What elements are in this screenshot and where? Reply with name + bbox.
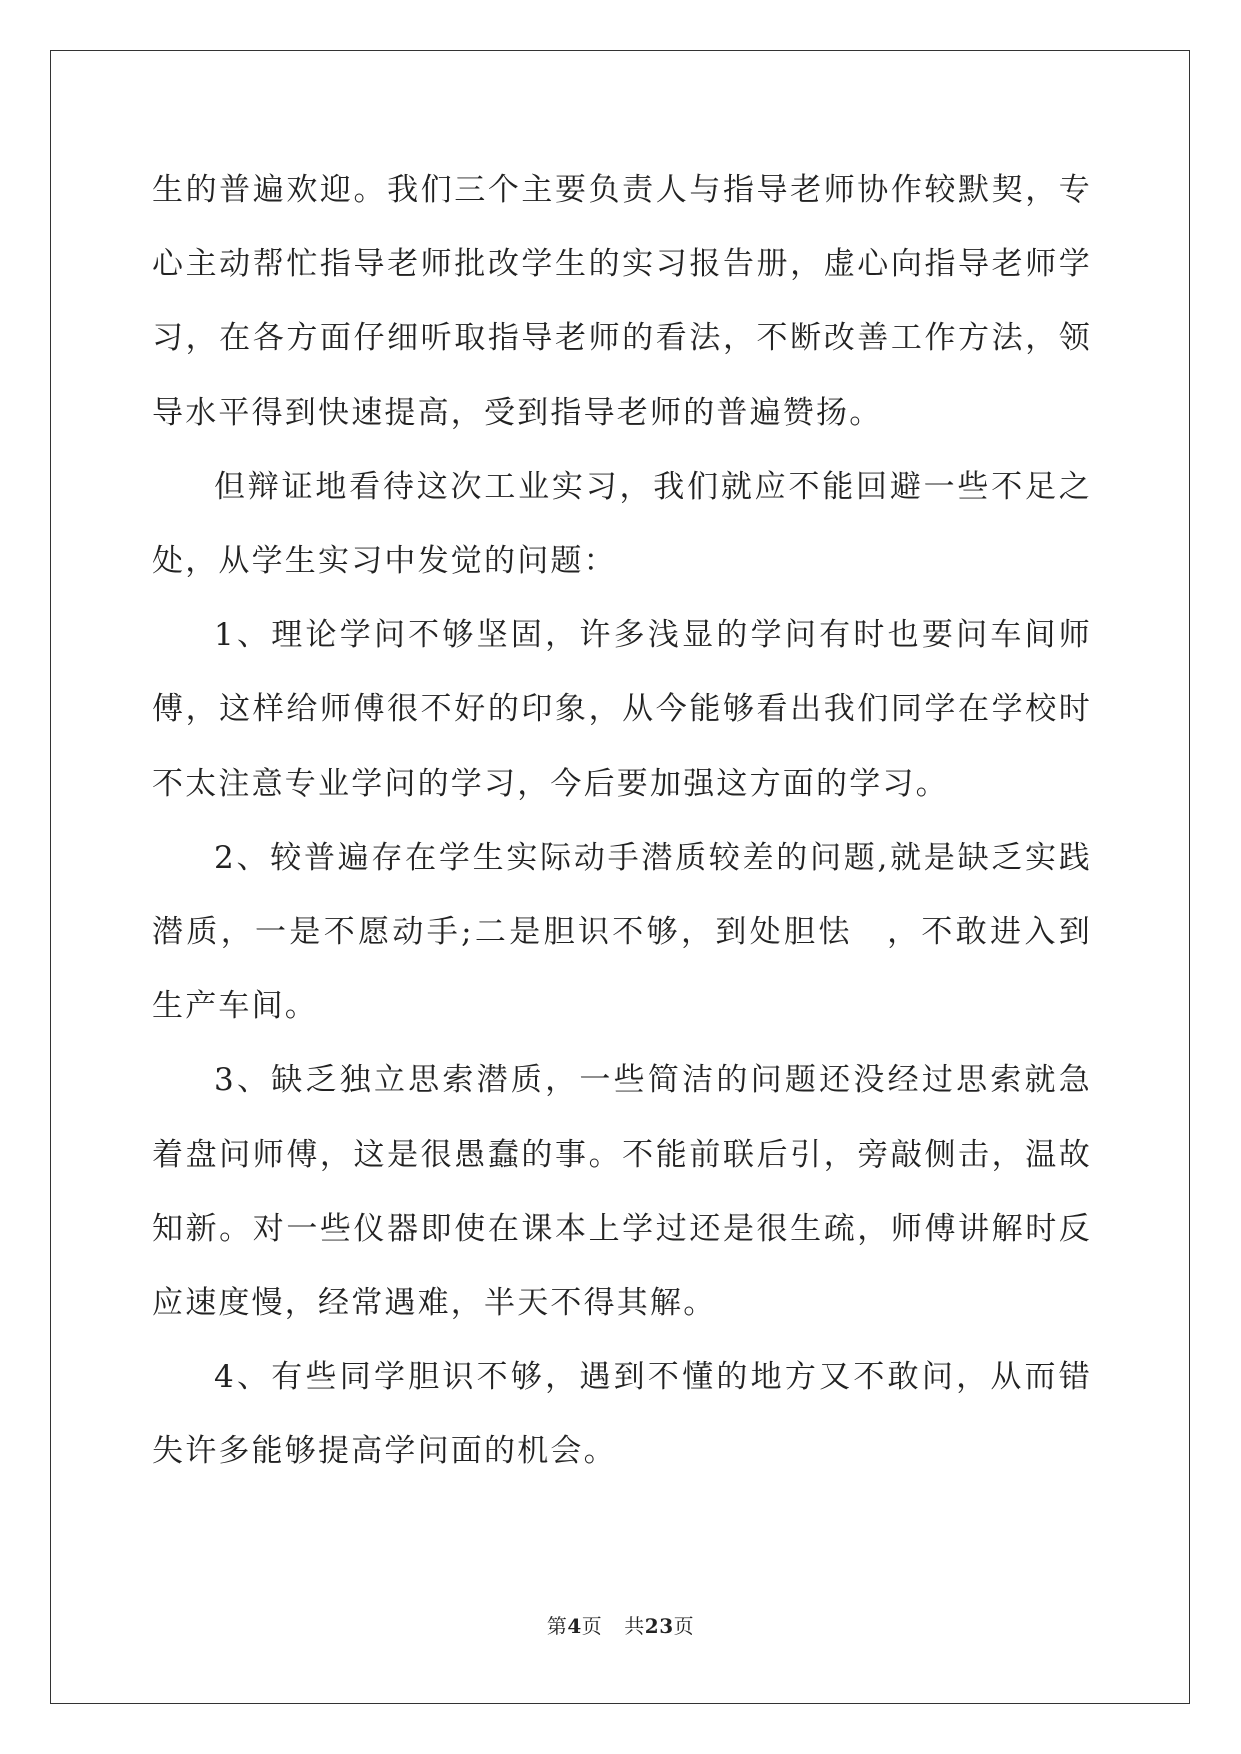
page-prefix: 第 — [546, 1614, 568, 1638]
document-body — [152, 153, 1092, 1489]
paragraph-5: 3、缺乏独立思索潜质，一些简洁的问题还没经过思索就急着盘问师傅，这是很愚蠢的事。不能前联后引，旁敲侧击，温故知新。对一些仪器即使在课本上学过还是很生疏，师傅讲解时反应速度慢，经常遇难，半天不得其解。 — [152, 1062, 1092, 1322]
page-footer — [0, 1610, 1241, 1639]
total-suffix: 页 — [673, 1614, 695, 1638]
paragraph-3: 1、理论学问不够坚固，许多浅显的学问有时也要问车间师傅，这样给师傅很不好的印象，从今能够看出我们同学在学校时不太注意专业学问的学习，今后要加强这方面的学习。 — [152, 617, 1092, 802]
total-prefix: 共 — [624, 1614, 645, 1638]
page-number: 4 — [567, 1614, 582, 1638]
total-pages: 23 — [644, 1614, 674, 1638]
page-suffix: 页 — [581, 1614, 603, 1638]
paragraph-1: 生的普遍欢迎。我们三个主要负责人与指导老师协作较默契，专心主动帮忙指导老师批改学生的实习报告册，虚心向指导老师学习，在各方面仔细听取指导老师的看法，不断改善工作方法，领导水平得到快速提高，受到指导老师的普遍赞扬。 — [152, 172, 1092, 431]
paragraph-4: 2、较普遍存在学生实际动手潜质较差的问题,就是缺乏实践潜质，一是不愿动手;二是胆识不够，到处胆怯 ，不敢进入到生产车间。 — [152, 839, 1092, 1025]
paragraph-6: 4、有些同学胆识不够，遇到不懂的地方又不敢问，从而错失许多能够提高学问面的机会。 — [152, 1359, 1092, 1470]
paragraph-2: 但辩证地看待这次工业实习，我们就应不能回避一些不足之处，从学生实习中发觉的问题： — [152, 468, 1092, 580]
